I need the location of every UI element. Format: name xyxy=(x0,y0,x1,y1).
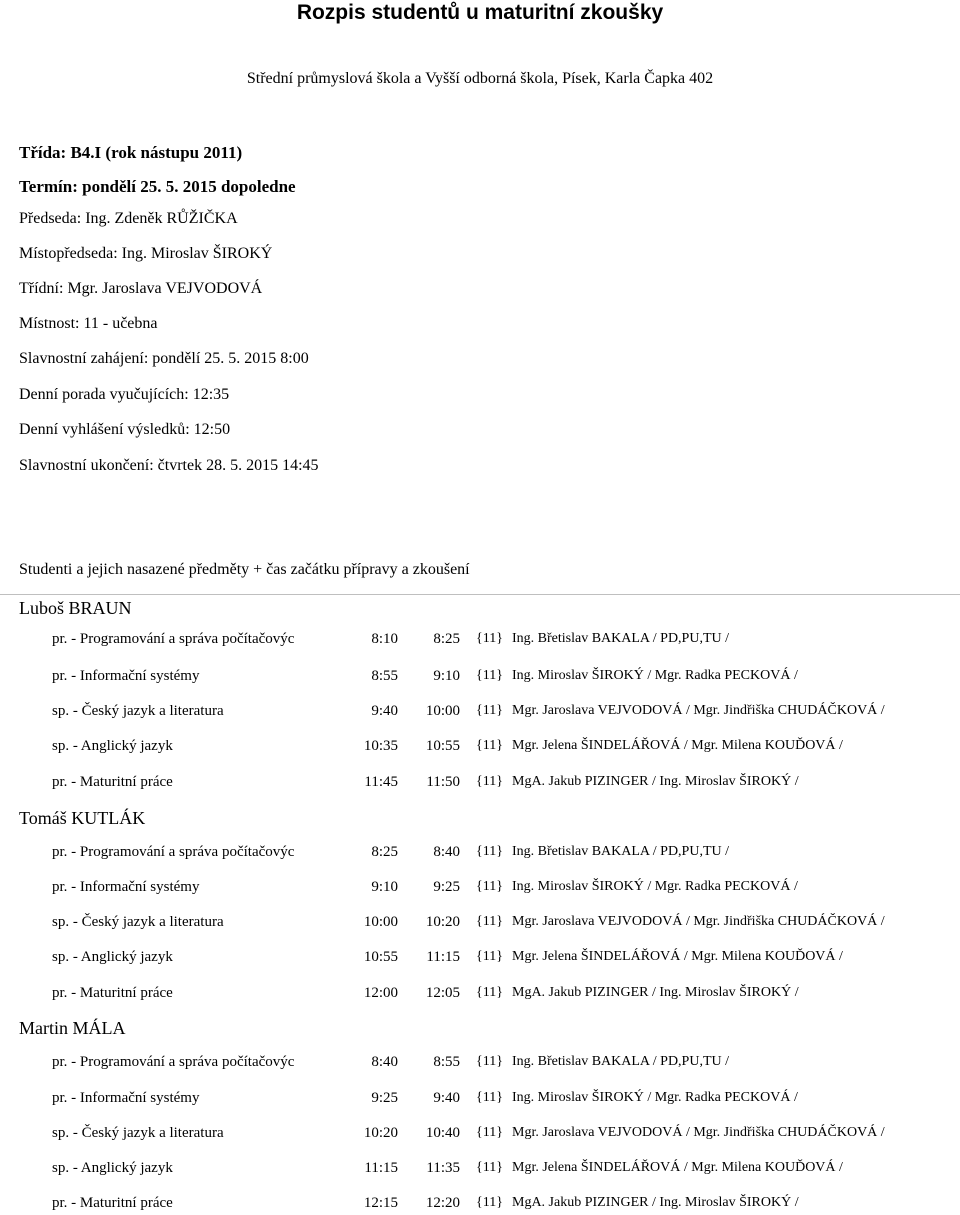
exam-subject: sp. - Anglický jazyk xyxy=(52,1160,173,1176)
exam-row xyxy=(52,1157,952,1179)
room-number: {11} xyxy=(476,774,503,789)
examiners: Ing. Miroslav ŠIROKÝ / Mgr. Radka PECKOVÁ / xyxy=(512,879,798,894)
prep-time: 9:40 xyxy=(371,703,398,719)
exam-row xyxy=(52,911,952,933)
room-number: {11} xyxy=(476,1195,503,1210)
exam-subject: sp. - Český jazyk a literatura xyxy=(52,1125,224,1141)
room-number: {11} xyxy=(476,914,503,929)
exam-subject: pr. - Programování a správa počítačovýc xyxy=(52,844,295,860)
daily-results-info: Denní vyhlášení výsledků: 12:50 xyxy=(19,421,231,438)
exam-row xyxy=(52,946,952,968)
examiners: MgA. Jakub PIZINGER / Ing. Miroslav ŠIROKÝ / xyxy=(512,774,799,789)
exam-row xyxy=(52,1122,952,1144)
prep-time: 11:45 xyxy=(364,774,398,790)
student-name: Martin MÁLA xyxy=(19,1018,126,1038)
exam-subject: pr. - Programování a správa počítačovýc xyxy=(52,1054,295,1070)
exam-time: 11:50 xyxy=(426,774,460,790)
exam-time: 9:10 xyxy=(433,668,460,684)
students-intro: Studenti a jejich nasazené předměty + čas začátku přípravy a zkoušení xyxy=(19,561,470,578)
closing-info: Slavnostní ukončení: čtvrtek 28. 5. 2015 14:45 xyxy=(19,457,319,474)
exam-time: 10:00 xyxy=(425,703,460,719)
exam-term: Termín: pondělí 25. 5. 2015 dopoledne xyxy=(19,177,296,196)
vice-chair-info: Místopředseda: Ing. Miroslav ŠIROKÝ xyxy=(19,245,273,262)
prep-time: 8:25 xyxy=(371,844,398,860)
room-number: {11} xyxy=(476,631,503,646)
examiners: Mgr. Jaroslava VEJVODOVÁ / Mgr. Jindřiška CHUDÁČKOVÁ / xyxy=(512,914,885,929)
exam-time: 8:25 xyxy=(433,631,460,647)
exam-time: 8:40 xyxy=(433,844,460,860)
prep-time: 9:10 xyxy=(371,879,398,895)
prep-time: 11:15 xyxy=(364,1160,398,1176)
exam-subject: pr. - Programování a správa počítačovýc xyxy=(52,631,295,647)
exam-row xyxy=(52,700,952,722)
room-number: {11} xyxy=(476,985,503,1000)
page-title: Rozpis studentů u maturitní zkoušky xyxy=(296,1,664,24)
prep-time: 9:25 xyxy=(371,1090,398,1106)
student-name: Luboš BRAUN xyxy=(19,598,132,618)
exam-subject: pr. - Maturitní práce xyxy=(52,1195,173,1211)
exam-row xyxy=(52,841,952,863)
examiners: Mgr. Jelena ŠINDELÁŘOVÁ / Mgr. Milena KOUĎOVÁ / xyxy=(512,738,843,753)
prep-time: 8:10 xyxy=(371,631,398,647)
prep-time: 10:35 xyxy=(363,738,398,754)
student-name: Tomáš KUTLÁK xyxy=(19,808,146,828)
room-number: {11} xyxy=(476,949,503,964)
exam-subject: pr. - Maturitní práce xyxy=(52,985,173,1001)
room-number: {11} xyxy=(476,844,503,859)
exam-time: 12:20 xyxy=(425,1195,460,1211)
prep-time: 12:15 xyxy=(363,1195,398,1211)
exam-time: 10:40 xyxy=(425,1125,460,1141)
chair-info: Předseda: Ing. Zdeněk RŮŽIČKA xyxy=(19,210,238,227)
examiners: Ing. Miroslav ŠIROKÝ / Mgr. Radka PECKOVÁ / xyxy=(512,1090,798,1105)
examiners: Ing. Břetislav BAKALA / PD,PU,TU / xyxy=(512,1054,729,1069)
exam-subject: pr. - Maturitní práce xyxy=(52,774,173,790)
exam-row xyxy=(52,735,952,757)
room-number: {11} xyxy=(476,1125,503,1140)
exam-subject: pr. - Informační systémy xyxy=(52,1090,200,1106)
exam-row xyxy=(52,982,952,1004)
room-number: {11} xyxy=(476,703,503,718)
room-number: {11} xyxy=(476,1090,503,1105)
room-number: {11} xyxy=(476,1054,503,1069)
examiners: Mgr. Jaroslava VEJVODOVÁ / Mgr. Jindřiška CHUDÁČKOVÁ / xyxy=(512,1125,885,1140)
exam-row xyxy=(52,1192,952,1214)
examiners: Ing. Břetislav BAKALA / PD,PU,TU / xyxy=(512,631,729,646)
exam-row xyxy=(52,1087,952,1109)
room-info: Místnost: 11 - učebna xyxy=(19,315,158,332)
room-number: {11} xyxy=(476,1160,503,1175)
prep-time: 8:40 xyxy=(371,1054,398,1070)
room-number: {11} xyxy=(476,879,503,894)
examiners: MgA. Jakub PIZINGER / Ing. Miroslav ŠIROKÝ / xyxy=(512,1195,799,1210)
exam-time: 9:40 xyxy=(433,1090,460,1106)
examiners: Mgr. Jaroslava VEJVODOVÁ / Mgr. Jindřiška CHUDÁČKOVÁ / xyxy=(512,703,885,718)
exam-row xyxy=(52,771,952,793)
class-teacher-info: Třídní: Mgr. Jaroslava VEJVODOVÁ xyxy=(19,280,263,297)
prep-time: 10:20 xyxy=(363,1125,398,1141)
exam-row xyxy=(52,665,952,687)
exam-subject: pr. - Informační systémy xyxy=(52,668,200,684)
exam-time: 8:55 xyxy=(433,1054,460,1070)
exam-subject: pr. - Informační systémy xyxy=(52,879,200,895)
exam-row xyxy=(52,876,952,898)
examiners: Ing. Břetislav BAKALA / PD,PU,TU / xyxy=(512,844,729,859)
exam-subject: sp. - Český jazyk a literatura xyxy=(52,914,224,930)
opening-info: Slavnostní zahájení: pondělí 25. 5. 2015 8:00 xyxy=(19,350,309,367)
school-name: Střední průmyslová škola a Vyšší odborná škola, Písek, Karla Čapka 402 xyxy=(246,70,714,87)
exam-time: 10:20 xyxy=(425,914,460,930)
room-number: {11} xyxy=(476,668,503,683)
examiners: Mgr. Jelena ŠINDELÁŘOVÁ / Mgr. Milena KOUĎOVÁ / xyxy=(512,949,843,964)
prep-time: 10:00 xyxy=(363,914,398,930)
prep-time: 10:55 xyxy=(363,949,398,965)
examiners: Mgr. Jelena ŠINDELÁŘOVÁ / Mgr. Milena KOUĎOVÁ / xyxy=(512,1160,843,1175)
prep-time: 12:00 xyxy=(363,985,398,1001)
exam-subject: sp. - Český jazyk a literatura xyxy=(52,703,224,719)
divider xyxy=(0,594,960,595)
exam-time: 10:55 xyxy=(425,738,460,754)
exam-time: 11:35 xyxy=(426,1160,460,1176)
exam-time: 12:05 xyxy=(425,985,460,1001)
examiners: Ing. Miroslav ŠIROKÝ / Mgr. Radka PECKOVÁ / xyxy=(512,668,798,683)
class-info: Třída: B4.I (rok nástupu 2011) xyxy=(19,143,243,162)
exam-time: 9:25 xyxy=(433,879,460,895)
exam-row xyxy=(52,628,952,650)
exam-time: 11:15 xyxy=(426,949,460,965)
daily-meeting-info: Denní porada vyučujících: 12:35 xyxy=(19,386,230,403)
exam-row xyxy=(52,1051,952,1073)
exam-subject: sp. - Anglický jazyk xyxy=(52,949,173,965)
room-number: {11} xyxy=(476,738,503,753)
examiners: MgA. Jakub PIZINGER / Ing. Miroslav ŠIROKÝ / xyxy=(512,985,799,1000)
prep-time: 8:55 xyxy=(371,668,398,684)
exam-subject: sp. - Anglický jazyk xyxy=(52,738,173,754)
